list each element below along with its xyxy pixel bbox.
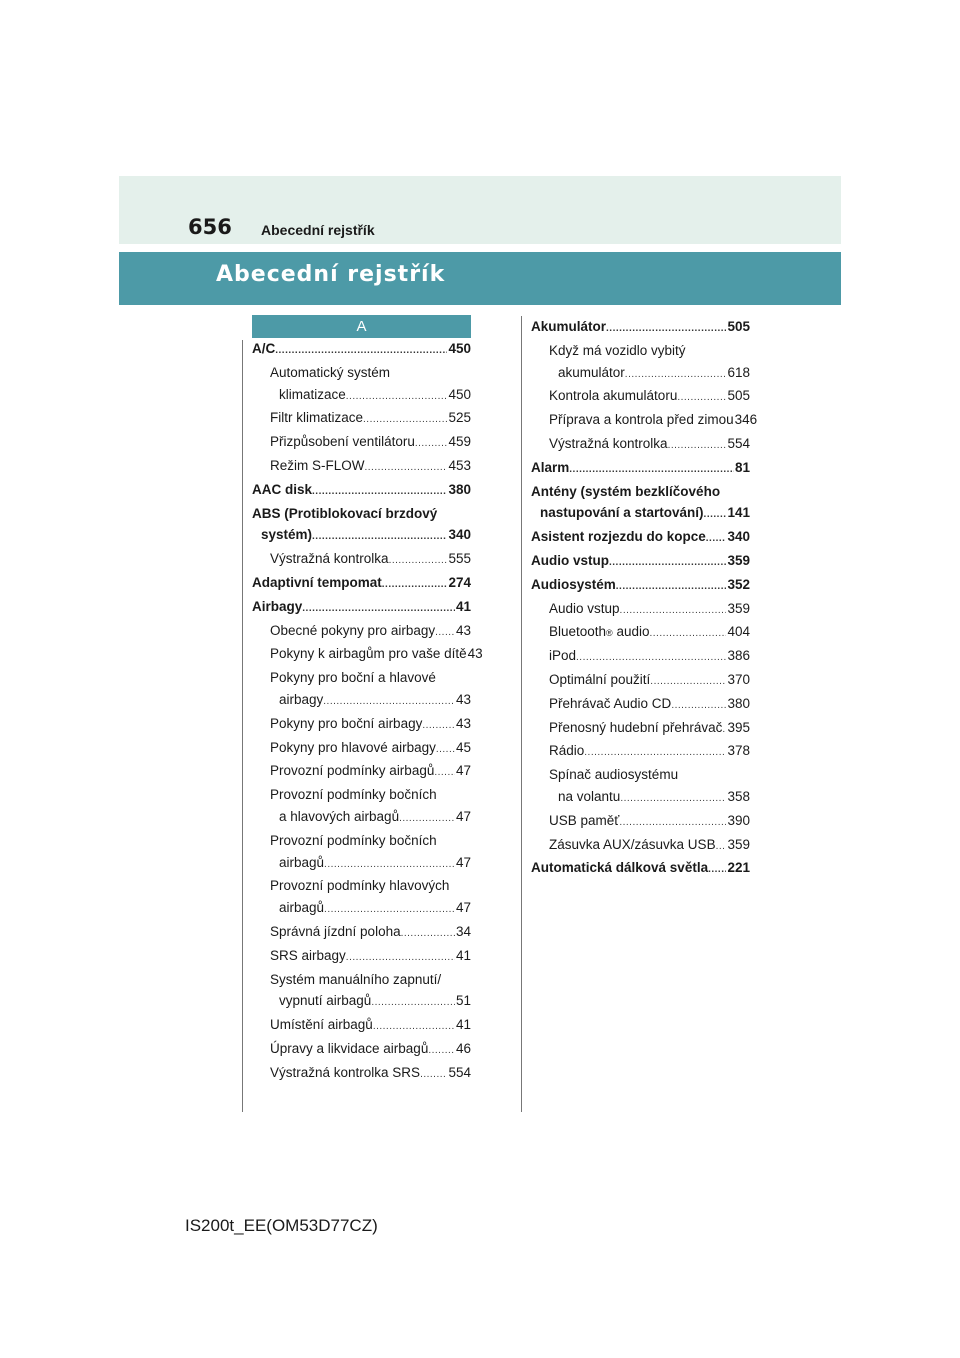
entry-page-number: 51 [455, 993, 471, 1009]
entry-page-number: 359 [727, 836, 750, 852]
entry-page-number: 340 [448, 527, 471, 543]
dot-leader [625, 362, 727, 386]
dot-leader [371, 990, 455, 1014]
entry-page-number: 43 [455, 691, 471, 707]
index-entry: Spínač audiosystému [549, 767, 679, 783]
dot-leader [346, 945, 455, 969]
index-entry: ABS (Protiblokovací brzdový [252, 505, 438, 521]
dot-leader [649, 621, 726, 645]
left-column-rule [242, 340, 243, 1112]
index-entry [252, 1062, 471, 1086]
index-entry [252, 643, 483, 667]
index-entry [252, 897, 471, 921]
index-entry [252, 852, 471, 876]
index-entry [252, 990, 471, 1014]
entry-page-number: 404 [727, 624, 750, 640]
entry-label: Adaptivní tempomat [252, 574, 382, 590]
entry-label: Akumulátor [531, 319, 607, 334]
index-entry [252, 548, 471, 572]
page-number: 656 [188, 215, 232, 239]
entry-page-number: 386 [727, 648, 750, 664]
index-entry [252, 921, 471, 945]
entry-label: Obecné pokyny pro airbagy [270, 622, 436, 638]
dot-leader [706, 526, 727, 550]
index-entry [531, 574, 750, 598]
entry-page-number: 47 [455, 808, 471, 824]
dot-leader [436, 737, 455, 761]
index-entry [252, 760, 471, 784]
entry-label: Provozní podmínky airbagů [270, 763, 435, 779]
entry-label: Výstražná kontrolka [270, 551, 389, 567]
entry-label: Přizpůsobení ventilátoru [270, 434, 415, 450]
entry-label: klimatizace [279, 386, 346, 402]
entry-page-number: 274 [448, 574, 471, 590]
index-entry [531, 385, 750, 409]
entry-page-number: 370 [727, 671, 750, 687]
entry-label: Pokyny pro hlavové airbagy [270, 739, 436, 755]
entry-label: na volantu [558, 788, 621, 804]
entry-label: Výstražná kontrolka [549, 435, 668, 451]
dot-leader [668, 433, 727, 457]
index-entry [252, 596, 471, 620]
index-entry [531, 550, 750, 574]
index-entry [531, 433, 750, 457]
index-entry [252, 338, 471, 362]
dot-leader [708, 857, 726, 881]
dot-leader [619, 810, 726, 834]
index-entry [252, 713, 471, 737]
entry-label: airbagů [279, 854, 325, 870]
entry-label: nastupování a startování) [540, 505, 704, 521]
dot-leader [434, 760, 455, 784]
entry-label: SRS airbagy [270, 947, 346, 963]
entry-page-number: 41 [455, 1017, 471, 1033]
entry-page-number: 352 [727, 576, 750, 592]
entry-page-number: 450 [448, 386, 471, 402]
index-entry [531, 669, 750, 693]
index-entry [252, 806, 471, 830]
entry-label: USB paměť [549, 812, 620, 828]
entry-label: Audio vstup [549, 600, 620, 616]
entry-page-number: 378 [727, 743, 750, 759]
index-entry [531, 834, 750, 858]
entry-page-number: 554 [448, 1064, 471, 1080]
entry-page-number: 359 [727, 600, 750, 616]
index-entry: Provozní podmínky bočních [270, 787, 437, 803]
dot-leader [415, 431, 448, 455]
dot-leader [576, 645, 726, 669]
entry-page-number: 346 [734, 412, 758, 428]
index-entry [531, 621, 750, 645]
entry-page-number: 359 [727, 552, 750, 568]
index-entry [531, 810, 750, 834]
entry-page-number: 43 [455, 715, 471, 731]
entry-label: Optimální použití [549, 671, 651, 687]
entry-label: Správná jízdní poloha [270, 923, 401, 939]
dot-leader [373, 1014, 455, 1038]
index-entry [252, 620, 471, 644]
dot-leader [609, 550, 726, 574]
entry-page-number: 380 [727, 695, 750, 711]
entry-label: Automatická dálková světla [531, 860, 709, 876]
dot-leader [428, 1038, 455, 1062]
dot-leader [606, 316, 726, 340]
entry-label: airbagů [279, 900, 325, 916]
entry-label: Pokyny k airbagům pro vaše dítě [270, 646, 467, 662]
entry-page-number: 45 [455, 739, 471, 755]
dot-leader [620, 786, 726, 810]
dot-leader [422, 713, 455, 737]
entry-page-number: 453 [448, 457, 471, 473]
entry-page-number: 46 [455, 1040, 471, 1056]
entry-page-number: 47 [455, 900, 471, 916]
entry-label: systém) [261, 527, 313, 543]
index-entry [252, 384, 471, 408]
dot-leader [677, 385, 726, 409]
entry-page-number: 43 [455, 622, 471, 638]
index-entry: Provozní podmínky hlavových [270, 878, 450, 894]
dot-leader [389, 548, 448, 572]
entry-label: Audio vstup [531, 552, 609, 568]
index-entry [531, 786, 750, 810]
dot-leader [584, 740, 726, 764]
index-entry [252, 524, 471, 548]
dot-leader [365, 455, 448, 479]
dot-leader [302, 596, 455, 620]
index-entry [531, 740, 750, 764]
dot-leader [324, 852, 455, 876]
dot-leader [399, 806, 455, 830]
document-code: IS200t_EE(OM53D77CZ) [185, 1216, 378, 1235]
entry-label: Audiosystém [531, 576, 616, 592]
page-title: Abecední rejstřík [216, 262, 446, 287]
dot-leader [323, 689, 455, 713]
dot-leader [275, 338, 447, 362]
entry-label: A/C [252, 341, 276, 356]
index-entry [252, 572, 471, 596]
dot-leader [420, 1062, 447, 1086]
entry-label: Režim S-FLOW [270, 457, 365, 473]
dot-leader [324, 897, 455, 921]
dot-leader [704, 502, 727, 526]
entry-page-number: 47 [455, 854, 471, 870]
entry-page-number: 450 [448, 341, 471, 356]
entry-page-number: 221 [727, 860, 750, 876]
entry-page-number: 358 [727, 788, 750, 804]
entry-page-number: 340 [727, 529, 750, 545]
entry-page-number: 43 [467, 646, 483, 662]
entry-page-number: 395 [727, 719, 750, 735]
index-entry [252, 407, 471, 431]
entry-label: Airbagy [252, 598, 303, 614]
entry-page-number: 505 [727, 388, 750, 404]
dot-leader [346, 384, 448, 408]
index-entry [252, 479, 471, 503]
entry-page-number: 505 [727, 319, 750, 334]
dot-leader [382, 572, 448, 596]
entry-page-number: 554 [727, 435, 750, 451]
entry-label: Bluetooth [549, 624, 607, 640]
index-entry [531, 598, 750, 622]
dot-leader [716, 834, 727, 858]
dot-leader [401, 921, 455, 945]
entry-label: Příprava a kontrola před zimou [549, 412, 734, 428]
entry-page-number: 41 [455, 598, 471, 614]
dot-leader [569, 457, 734, 481]
entry-label: Asistent rozjezdu do kopce [531, 529, 706, 545]
entry-label: Umístění airbagů [270, 1017, 373, 1033]
index-entry [252, 1038, 471, 1062]
entry-page-number: 81 [734, 459, 750, 475]
entry-label: a hlavových airbagů [279, 808, 400, 824]
index-entry [252, 431, 471, 455]
entry-page-number: 47 [455, 763, 471, 779]
running-head: Abecední rejstřík [261, 222, 375, 238]
entry-label: Výstražná kontrolka SRS [270, 1064, 421, 1080]
entry-page-number: 390 [727, 812, 750, 828]
entry-label: Filtr klimatizace [270, 410, 364, 426]
index-entry [531, 693, 750, 717]
entry-page-number: 459 [448, 434, 471, 450]
entry-label: akumulátor [558, 364, 625, 380]
entry-label: Zásuvka AUX/zásuvka USB [549, 836, 716, 852]
index-entry [531, 502, 750, 526]
entry-page-number: 41 [455, 947, 471, 963]
dot-leader [616, 574, 727, 598]
index-entry [531, 457, 750, 481]
index-entry [252, 455, 471, 479]
dot-leader [671, 693, 726, 717]
entry-page-number: 525 [448, 410, 471, 426]
index-entry: Systém manuálního zapnutí/ [270, 971, 442, 987]
left-index-column [252, 338, 483, 1086]
entry-label: Kontrola akumulátoru [549, 388, 678, 404]
index-entry [252, 945, 471, 969]
index-entry [252, 737, 471, 761]
index-entry [531, 409, 758, 433]
index-entry: Automatický systém [270, 364, 391, 380]
entry-label: vypnutí airbagů [279, 993, 372, 1009]
entry-label: Úpravy a likvidace airbagů [270, 1040, 429, 1056]
entry-label-suffix: audio [612, 624, 650, 640]
index-entry [252, 689, 471, 713]
index-entry [531, 362, 750, 386]
index-entry [531, 316, 750, 340]
index-entry: Provozní podmínky bočních [270, 832, 437, 848]
index-entry: Pokyny pro boční a hlavové [270, 670, 436, 686]
right-index-column [531, 316, 758, 881]
entry-label: Přenosný hudební přehrávač [549, 719, 723, 735]
index-entry [252, 1014, 471, 1038]
index-entry [531, 717, 750, 741]
entry-page-number: 555 [448, 551, 471, 567]
index-entry [531, 857, 750, 881]
index-entry: Antény (systém bezklíčového [531, 483, 721, 499]
entry-page-number: 618 [727, 364, 750, 380]
dot-leader [650, 669, 726, 693]
registered-mark: ® [606, 628, 613, 639]
right-column-rule [521, 316, 522, 1112]
index-entry: Když má vozidlo vybitý [549, 342, 686, 358]
entry-label: Rádio [549, 743, 585, 759]
entry-label: AAC disk [252, 481, 313, 497]
index-entry [531, 526, 750, 550]
entry-label: Přehrávač Audio CD [549, 695, 672, 711]
entry-page-number: 141 [727, 505, 750, 521]
dot-leader [312, 524, 447, 548]
index-entry [531, 645, 750, 669]
section-letter-bar: A [252, 315, 471, 338]
dot-leader [312, 479, 447, 503]
dot-leader [435, 620, 455, 644]
dot-leader [620, 598, 727, 622]
entry-label: Pokyny pro boční airbagy [270, 715, 423, 731]
entry-label: Alarm [531, 459, 570, 475]
entry-label: iPod [549, 648, 577, 664]
entry-page-number: 380 [448, 481, 471, 497]
dot-leader [363, 407, 447, 431]
entry-page-number: 34 [455, 923, 471, 939]
entry-label: airbagy [279, 691, 324, 707]
